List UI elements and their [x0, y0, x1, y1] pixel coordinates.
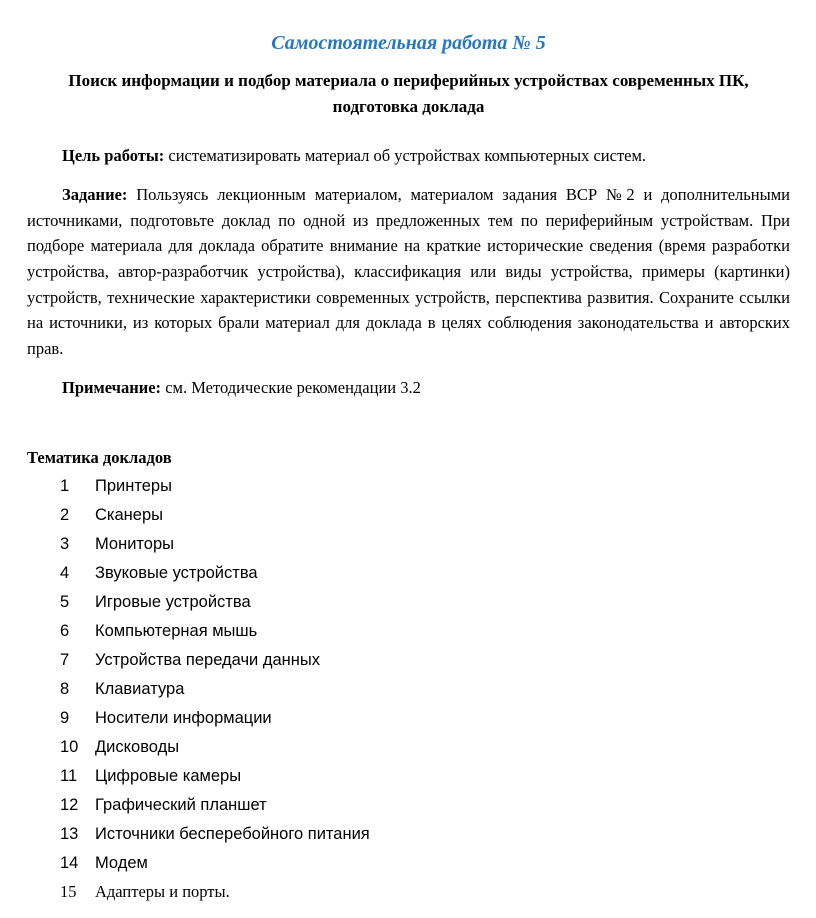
- topic-label: Игровые устройства: [95, 593, 251, 612]
- note-text: см. Методические рекомендации 3.2: [161, 378, 421, 398]
- list-item: [27, 675, 790, 704]
- list-item: [27, 878, 790, 907]
- topic-number: 5: [60, 593, 70, 612]
- task-paragraph: [27, 182, 790, 361]
- list-item: [27, 501, 790, 530]
- topics-heading: Тематика докладов: [27, 447, 172, 467]
- task-label: Задание:: [62, 185, 128, 205]
- topic-number: 2: [60, 506, 70, 525]
- topics-section: [27, 447, 790, 907]
- topic-label: Компьютерная мышь: [95, 622, 258, 641]
- list-item: [27, 704, 790, 733]
- topic-label: Сканеры: [95, 506, 163, 525]
- document-title: Самостоятельная работа № 5: [271, 32, 546, 54]
- topic-label: Мониторы: [95, 535, 175, 554]
- list-item: [27, 791, 790, 820]
- topic-number: 14: [60, 854, 79, 873]
- goal-label: Цель работы:: [62, 145, 165, 165]
- list-item: [27, 646, 790, 675]
- list-item: [27, 588, 790, 617]
- topic-label: Устройства передачи данных: [95, 651, 320, 670]
- topic-number: 8: [60, 680, 70, 699]
- list-item: [27, 472, 790, 501]
- list-item: [27, 617, 790, 646]
- topic-label: Дисководы: [95, 738, 180, 757]
- list-item: [27, 559, 790, 588]
- list-item: [27, 820, 790, 849]
- topic-number: 13: [60, 825, 79, 844]
- task-text: Пользуясь лекционным материалом, материалом задания ВСР №2 и дополнительными источниками, подготовьте доклад по одной из предложенных тем по периферийным устройствам. При подборе материала для доклада обратите внимание на краткие исторические сведения (время разработки устройства, автор-разработчик устройства), классификация или виды устройства, примеры (картинки) устройств, технические характеристики современных устройств, перспектива развития. Сохраните ссылки на источники, из которых брали материал для доклада в целях соблюдения законодательства и авторских прав.: [27, 185, 790, 358]
- goal-paragraph: [27, 143, 790, 169]
- topic-number: 10: [60, 738, 79, 757]
- list-item: [27, 849, 790, 878]
- list-item: [27, 762, 790, 791]
- topic-number: 7: [60, 651, 70, 670]
- topic-label: Адаптеры и порты.: [95, 882, 230, 902]
- note-label: Примечание:: [62, 378, 162, 398]
- topic-number: 11: [60, 767, 78, 786]
- topic-label: Клавиатура: [95, 680, 185, 699]
- topic-number: 3: [60, 535, 70, 554]
- topic-number: 15: [60, 882, 77, 902]
- document-subtitle: Поиск информации и подбор материала о периферийных устройствах современных ПК, подготовка доклада: [68, 71, 749, 117]
- list-item: [27, 530, 790, 559]
- topic-number: 4: [60, 564, 70, 583]
- topic-number: 6: [60, 622, 70, 641]
- topic-label: Модем: [95, 854, 148, 873]
- topic-number: 9: [60, 709, 70, 728]
- topic-label: Носители информации: [95, 709, 272, 728]
- topic-number: 12: [60, 796, 79, 815]
- topic-number: 1: [60, 477, 70, 496]
- note-paragraph: [27, 375, 790, 401]
- list-item: [27, 733, 790, 762]
- topic-label: Принтеры: [95, 477, 172, 496]
- topic-label: Графический планшет: [95, 796, 267, 815]
- topic-label: Цифровые камеры: [95, 767, 242, 786]
- topic-label: Звуковые устройства: [95, 564, 258, 583]
- goal-text: систематизировать материал об устройствах компьютерных систем.: [164, 145, 647, 165]
- topic-label: Источники бесперебойного питания: [95, 825, 370, 844]
